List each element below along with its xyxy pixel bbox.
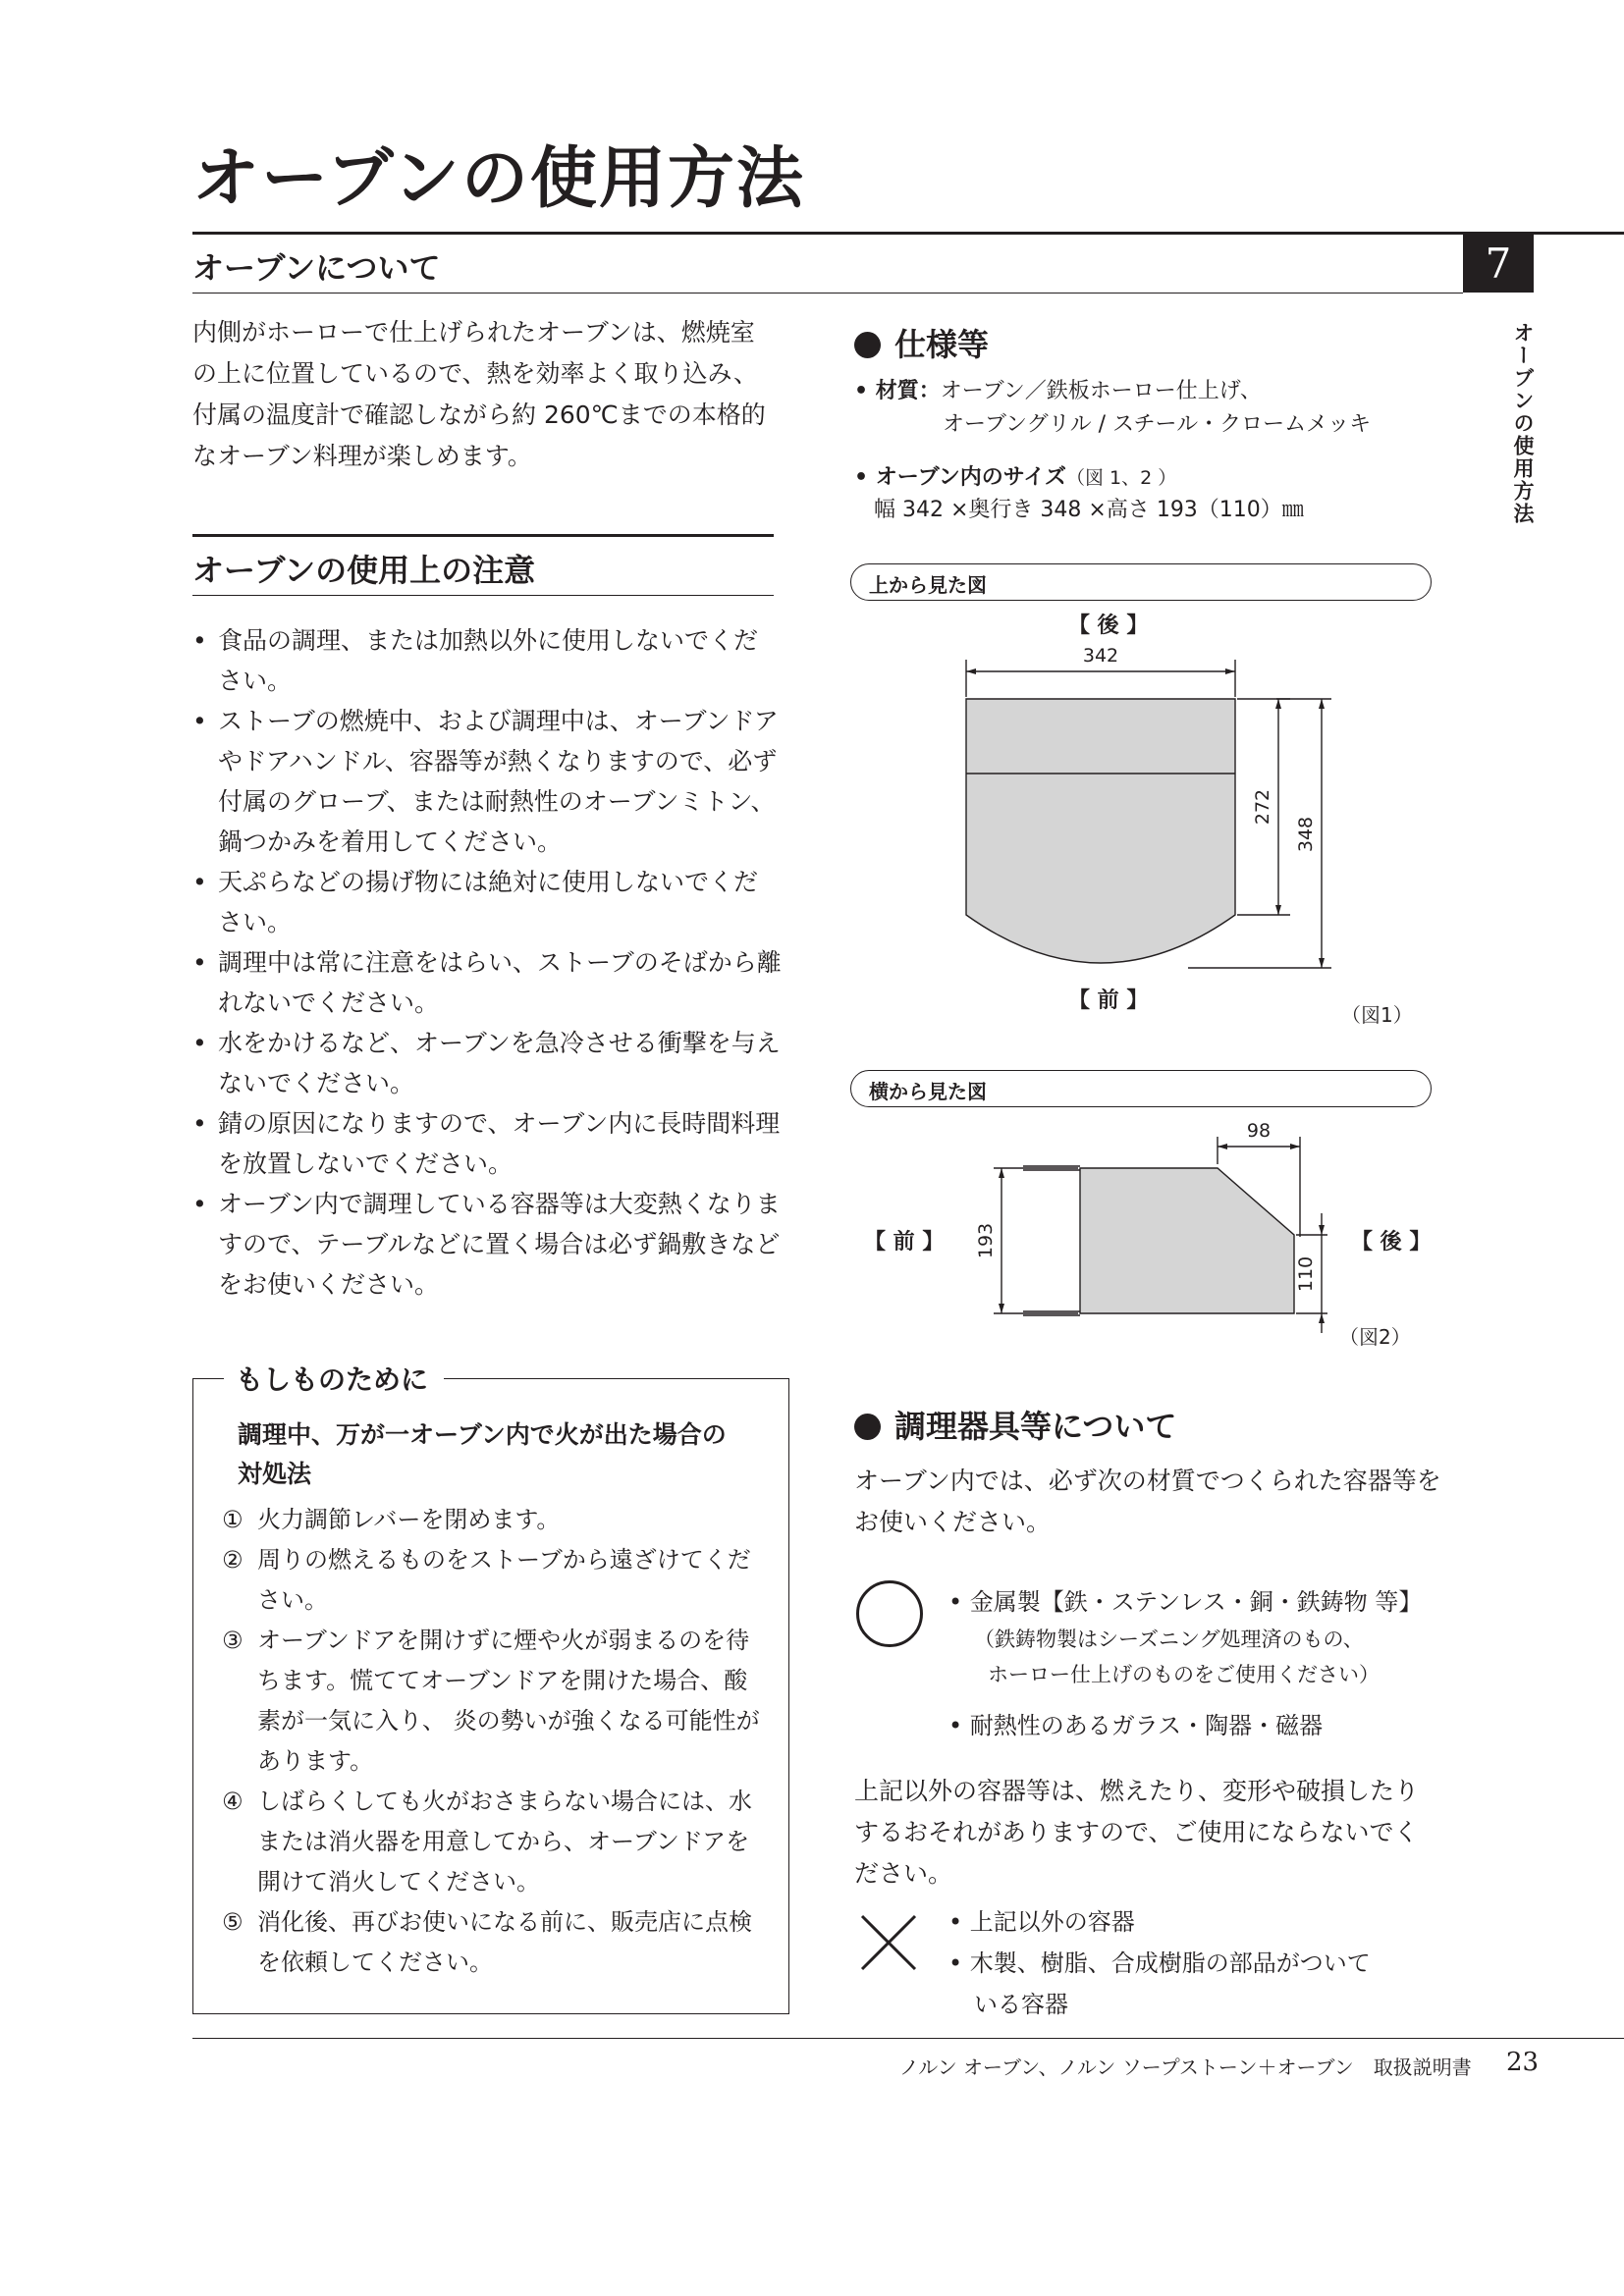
spec-size-value: 幅 342 ×奥行き 348 ×高さ 193（110）㎜ [874,498,1304,522]
figure2-rear-height-label: 110 [1295,1255,1317,1293]
figure1-back-label: 【 後 】 [1068,614,1149,638]
list-item: ④ しばらくしても火がおさまらない場合には、水または消火器を用意してから、オーブンドアを開けて消火してください。 [222,1788,752,1896]
list-item: ① 火力調節レバーを閉めます。 [222,1506,561,1533]
figure2-back-label: 【 後 】 [1351,1230,1432,1255]
bullet-dot-icon [854,1414,881,1440]
list-item: • 食品の調理、または加熱以外に使用しないでください。 [192,620,782,701]
caution-list [192,620,782,1305]
figure1-label-pill: 上から見た図 [850,563,1432,601]
ok-circle-icon [856,1580,923,1647]
chapter-number-badge: 7 [1463,234,1534,293]
figure1-top-view-diagram [943,638,1335,991]
figure2-side-view-diagram [962,1119,1335,1335]
figure2-top-dim-label: 98 [1246,1120,1272,1142]
caution-rule-top [192,534,774,537]
list-item: • オーブン内で調理している容器等は大変熱くなりますので、テーブルなどに置く場合は必ず鍋敷きなどをお使いください。 [192,1184,782,1305]
about-heading: オーブンについて [192,249,441,287]
bullet-dot-icon [854,332,881,358]
ng-item-1: • 上記以外の容器 [948,1908,1135,1936]
side-chapter-title: オーブンの使用方法 [1511,322,1536,525]
emergency-steps [222,1500,762,1983]
figure1-caption: （図1） [1341,1003,1413,1027]
ng-cross-icon [856,1910,921,1975]
figure2-caption: （図2） [1339,1325,1411,1349]
list-item: • 錆の原因になりますので、オーブン内に長時間料理を放置しないでください。 [192,1103,782,1184]
list-item: • 調理中は常に注意をはらい、ストーブのそばから離れないでください。 [192,942,782,1023]
list-item: • 水をかけるなど、オーブンを急冷させる衝撃を与えないでください。 [192,1023,782,1103]
ok-item-note-2: ホーロー仕上げのものをご使用ください） [988,1663,1380,1686]
header-rule [192,232,1624,235]
footer-rule [192,2038,1624,2039]
list-item: • ストーブの燃焼中、および調理中は、オーブンドアやドアハンドル、容器等が熱くなりますので、必ず付属のグローブ、または耐熱性のオーブンミトン、鍋つかみを着用してください。 [192,701,782,862]
ok-item-glass: • 耐熱性のあるガラス・陶器・磁器 [948,1712,1324,1739]
figure2-front-label: 【 前 】 [864,1230,945,1255]
page-number: 23 [1506,2048,1540,2077]
figure1-front-label: 【 前 】 [1068,988,1149,1013]
figure2-height-label: 193 [975,1222,997,1259]
list-item: ③ オーブンドアを開けずに煙や火が弱まるのを待ちます。慌ててオーブンドアを開けた場合、酸素が一気に入り、 炎の勢いが強くなる可能性があります。 [222,1627,760,1775]
caution-heading: オーブンの使用上の注意 [192,552,536,589]
spec-size-label: • オーブン内のサイズ（図 1、2 ） [854,465,1177,490]
cookware-heading: 調理器具等について [854,1402,1176,1447]
emergency-heading: 調理中、万が一オーブン内で火が出た場合の 対処法 [238,1420,727,1488]
ng-item-2: • 木製、樹脂、合成樹脂の部品がついて [948,1949,1371,1977]
spec-material-2: オーブングリル / スチール・クロームメッキ [943,412,1372,437]
footer-manual-title: ノルン オーブン、ノルン ソープストーン＋オーブン 取扱説明書 [899,2056,1472,2079]
list-item: ② 周りの燃えるものをストーブから遠ざけてください。 [222,1546,751,1614]
ok-item-note-1: （鉄鋳物製はシーズニング処理済のもの、 [974,1628,1364,1651]
figure1-inner-depth-label: 272 [1252,788,1273,826]
ok-item-metal: • 金属製【鉄・ステンレス・銅・鉄鋳物 等】 [948,1588,1423,1616]
ng-item-2-cont: いる容器 [974,1991,1068,2018]
spec-material: • 材質：オーブン／鉄板ホーロー仕上げ、 [854,379,1262,403]
figure2-label-pill: 横から見た図 [850,1070,1432,1107]
list-item: ⑤ 消化後、再びお使いになる前に、販売店に点検を依頼してください。 [222,1908,752,1976]
header-subrule [192,293,1463,294]
cookware-intro: オーブン内では、必ず次の材質でつくられた容器等をお使いください。 [854,1467,1441,1536]
figure1-width-label: 342 [1082,645,1119,667]
page-title: オーブンの使用方法 [192,139,805,218]
cookware-warning: 上記以外の容器等は、燃えたり、変形や破損したりするおそれがありますので、ご使用にならないでください。 [854,1777,1420,1888]
emergency-box-title: もしものために [224,1359,444,1398]
caution-rule-bottom [192,595,774,596]
about-paragraph: 内側がホーローで仕上げられたオーブンは、燃焼室の上に位置しているので、熱を効率よく取り込み、付属の温度計で確認しながら約 260℃までの本格的なオーブン料理が楽しめます。 [192,318,766,470]
specs-heading: 仕様等 [854,320,989,365]
figure1-total-depth-label: 348 [1295,816,1317,853]
list-item: • 天ぷらなどの揚げ物には絶対に使用しないでください。 [192,862,782,942]
